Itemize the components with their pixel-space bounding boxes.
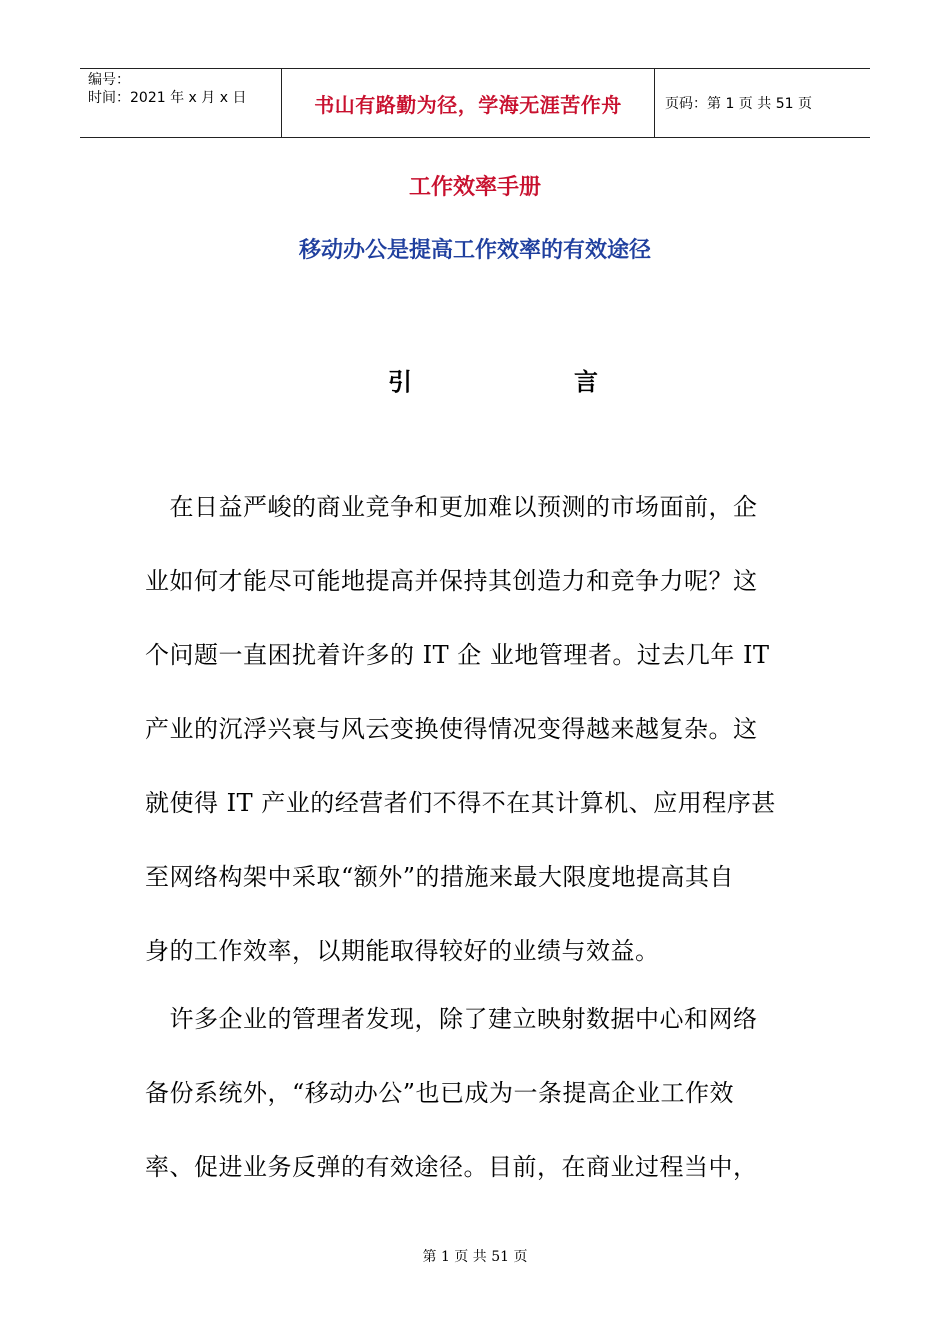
section-heading-char-2: 言 xyxy=(574,368,598,396)
paragraph-line: 个问题一直困扰着许多的 IT 企 业地管理者。过去几年 IT xyxy=(145,641,770,669)
paragraph-line: 身的工作效率，以期能取得较好的业绩与效益。 xyxy=(145,937,660,965)
motto-text: 书山有路勤为径，学海无涯苦作舟 xyxy=(314,92,622,117)
page-header xyxy=(80,68,870,138)
paragraph-1 xyxy=(145,470,810,988)
document-title: 工作效率手册 xyxy=(408,175,541,200)
number-label: 编号： xyxy=(88,72,130,88)
paragraph-line: 产业的沉浮兴衰与风云变换使得情况变得越来越复杂。这 xyxy=(145,715,758,743)
document-subtitle: 移动办公是提高工作效率的有效途径 xyxy=(298,238,651,263)
paragraph-2 xyxy=(145,982,810,1204)
section-heading-char-1: 引 xyxy=(388,368,412,396)
paragraph-line: 许多企业的管理者发现，除了建立映射数据中心和网络 xyxy=(145,1005,758,1033)
header-motto-cell xyxy=(282,69,655,137)
date-label: 时间：2021 年 x 月 x 日 xyxy=(88,90,247,106)
paragraph-line: 备份系统外，“移动办公”也已成为一条提高企业工作效 xyxy=(145,1079,735,1107)
page-info: 页码：第 1 页 共 51 页 xyxy=(665,96,812,112)
paragraph-line: 在日益严峻的商业竞争和更加难以预测的市场面前，企 xyxy=(145,493,758,521)
header-page-cell xyxy=(655,69,870,137)
page-footer: 第 1 页 共 51 页 xyxy=(422,1249,528,1265)
paragraph-line: 率、促进业务反弹的有效途径。目前，在商业过程当中， xyxy=(145,1153,758,1181)
paragraph-line: 就使得 IT 产业的经营者们不得不在其计算机、应用程序甚 xyxy=(145,789,776,817)
section-heading xyxy=(388,362,598,397)
header-meta-cell xyxy=(80,69,282,137)
paragraph-line: 业如何才能尽可能地提高并保持其创造力和竞争力呢？这 xyxy=(145,567,758,595)
paragraph-line: 至网络构架中采取“额外”的措施来最大限度地提高其自 xyxy=(145,863,735,891)
